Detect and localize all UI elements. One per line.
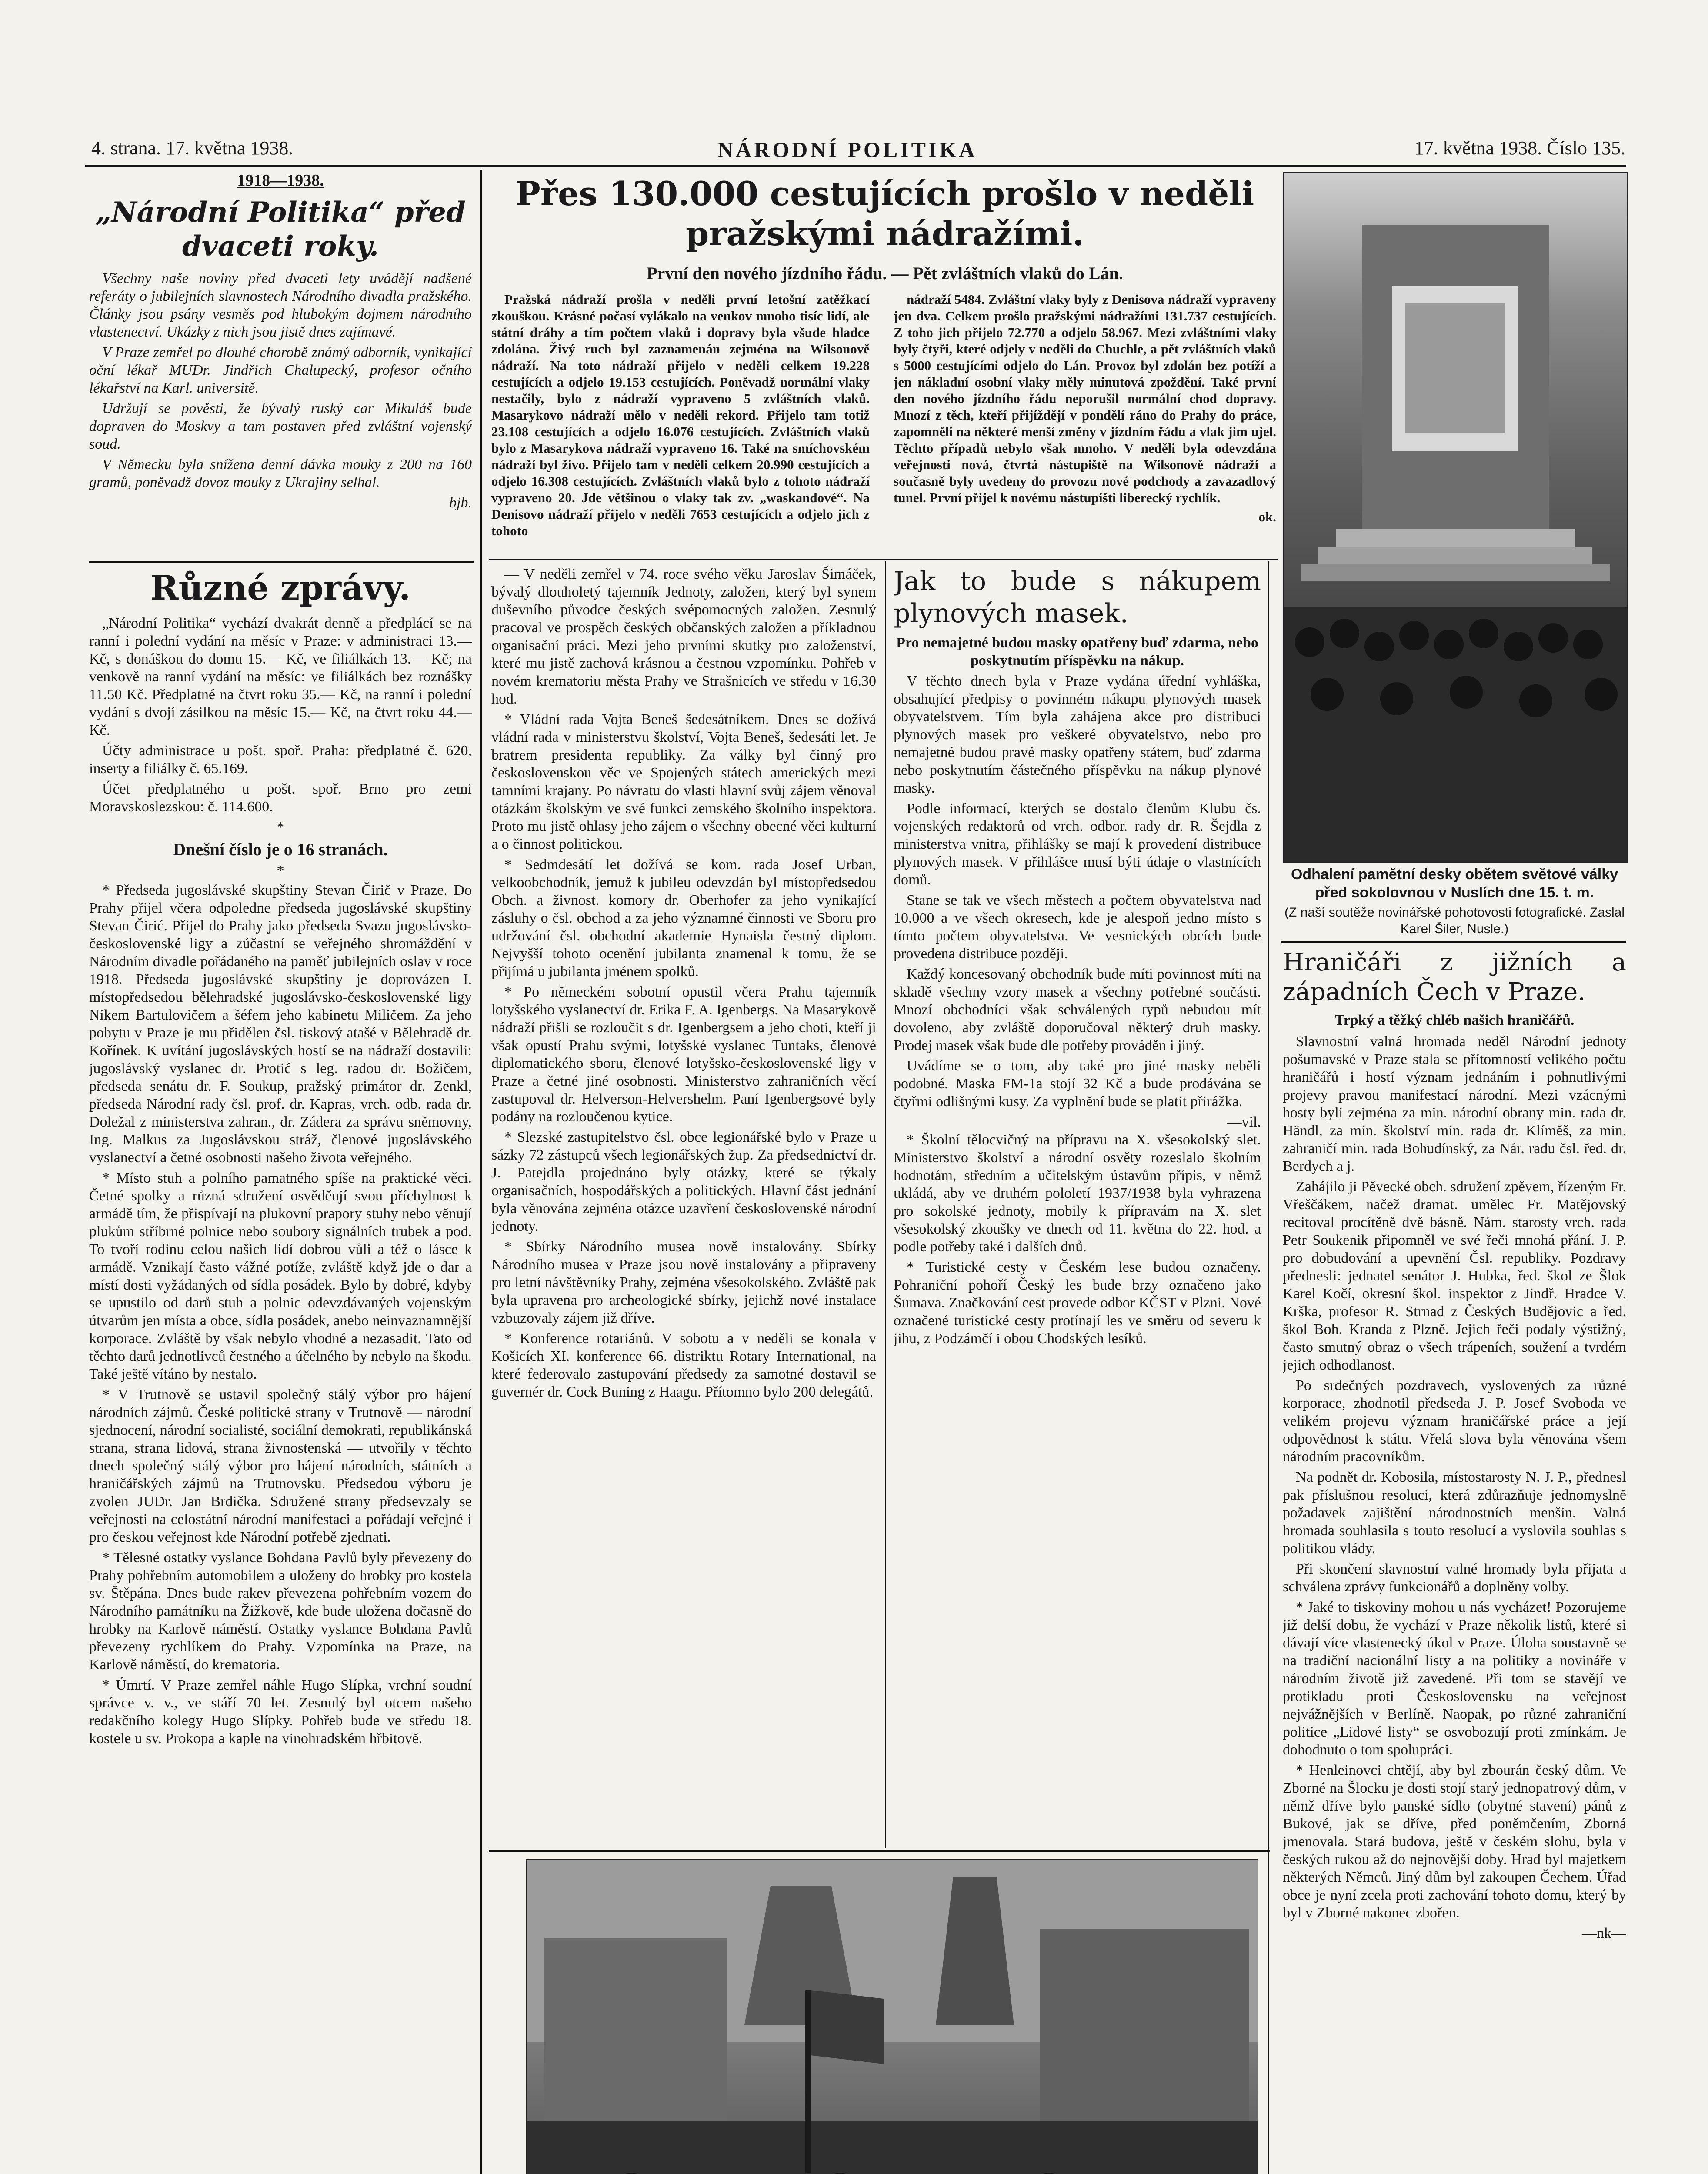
border-paragraph: Na podnět dr. Kobosila, místostarosty N. J. P., přednesl pak příslušnou resoluci, která zdůrazňuje jednomyslně požadavek zajištění národnostních menšin. Valná hromada souhlasila s touto resolucí a vyslovila souhlas s politikou vlády. <box>1283 1469 1626 1557</box>
gas-masks-lead: Pro nemajetné budou masky opatřeny buď zdarma, nebo poskytnutím příspěvku na nákup. <box>896 635 1258 669</box>
news-item: * Jaké to tiskoviny mohou u nás vycházet! Pozorujeme již delší dobu, že vychází v Praze několik listů, které si dávají více vlastenecký úkol v Praze. Úloha soustavně se na tradiční nacionální listy a na politiky a novináře v národním životě již zavedené. Při tom se stavějí ve protikladu proti Československu na veřejnost nejvážnějších v Berlíně. Naopak, po různé zahraniční politice „Lidové listy“ se osvobozují proti zmínkám. Je dohodnuto o tom spolupráci. <box>1283 1599 1626 1758</box>
anniversary-intro: Všechny naše noviny před dvaceti lety uvádějí nadšené referáty o jubilejních slavnostech Národního divadla pražského. Články jsou psány vesměs pod hlubokým dojmem národního vlastenectví. Ukázky z nich jsou jistě dnes zajímavé. <box>89 270 472 340</box>
news-item: * Sedmdesátí let dožívá se kom. rada Josef Urban, velkoobchodník, jemuž k jubileu odevzdán byl místopředsedou Obch. a živnost. komory dr. Oberhofer za jeho vynikající zásluhy o čsl. obchod a za jeho významné činnosti ve Sboru pro udržování čsl. obchodní akademie Hynaisla čestný diplom. Nejvyšší tohoto ocenění jubilanta znamenal k tomu, že se přijímá u jubilanta jménem spolků. <box>491 857 876 980</box>
memorial-photo-credit: (Z naší soutěže novinářské pohotovosti fotografické. Zaslal Karel Šiler, Nusle.) <box>1284 905 1625 936</box>
border-paragraph: Při skončení slavnostní valné hromady byla přijata a schválena zprávy funkcionářů a doplněny volby. <box>1283 1561 1626 1595</box>
divider-star: * <box>277 819 284 835</box>
header-rule <box>85 165 1626 167</box>
subscription-info: „Národní Politika“ vychází dvakrát denně a předplácí se na ranní i polední vydání na měsíc v Praze: v administraci 13.— Kč, s donáškou do domu 15.— Kč, ve filiálkách 13.— Kč; na venkově na ranní vydání na měsíc: ve filiálkách bez roznášky 11.50 Kč. Předplatné na čtvrt roku 35.— Kč, na ranní i polední vydání s dvojí zásilkou na měsíc 15.— Kč, na čtvrt roku 44.— Kč. <box>89 615 472 738</box>
border-people-title: Hraničáři z jižních a západních Čech v Praze. <box>1283 948 1626 1006</box>
anniversary-item: V Německu byla snížena denní dávka mouky z 200 na 160 gramů, poněvadž dovoz mouky z Ukrajiny selhal. <box>89 457 472 490</box>
memorial-photo <box>1283 172 1628 863</box>
chimney-sweeps-scene <box>527 1860 1258 2174</box>
headline-paragraph: Pražská nádraží prošla v neděli první letošní zatěžkací zkouškou. Krásné počasí vylákalo na venkov mnoho tisíc lidí, ale státní dráhy a tím počtem vlaků i dopravy byla všude hladce zdolána. Živý ruch byl zaznamenán zejména na Wilsonově nádraží. Na toto nádraží přijelo v neděli celkem 19.228 cestujících a odjelo 19.153 cestujících. Poněvadž normální vlaky nestačily, bylo z nádraží vypraveno 5 zvláštních vlaků. Masarykovo nádraží mělo v neděli rekord. Přijelo tam totiž 23.108 cestujících a odjelo 16.076 cestujících. Zvláštních vlaků bylo z Masarykova nádraží vypraveno 16. Také na smíchovském nádraží byl živo. Přijelo tam v neděli celkem 20.990 cestujících a odjelo 16.308 cestujících. Zvláštních vlaků bylo z tohoto nádraží vypraveno 20. Jde většinou o vlaky tak zv. „waskandové“. Na Denisovo nádraží přijelo v neděli 7653 cestujících a odjelo jich z tohoto <box>491 292 870 538</box>
accounts-info: Účet předplatného u pošt. spoř. Brno pro zemi Moravskoslezskou: č. 114.600. <box>89 781 472 815</box>
news-item: * Sbírky Národního musea nově instalovány. Sbírky Národního musea v Praze jsou nově instalovány a připraveny pro letní návštěvníky Prahy, zejména všesokolského. Zvláště pak byla upravena pro archeologické sbírky, jejichž nové instalace vzbuzovaly zájem již dříve. <box>491 1239 876 1326</box>
news-item: * Vládní rada Vojta Beneš šedesátníkem. Dnes se dožívá vládní rada v ministerstvu školství, Vojta Beneš, šedesáti let. Je bratrem presidenta republiky. Za války byl činný pro československou věc ve Spojených státech amerických mezi tamními krajany. Po návratu do vlasti hlavní svůj zájem věnoval otázkám školským ve své funkci zemského školního inspektora. Proto mu jistě ohlasy jeho zájem o všechny obecné věci kulturní a o činnost politickou. <box>491 711 876 852</box>
news-column-2 <box>491 565 876 1848</box>
headline-title: Přes 130.000 cestujících prošlo v neděli pražskými nádražími. <box>515 174 1254 253</box>
news-item: * Konference rotariánů. V sobotu a v neděli se konala v Košicích XI. konference 66. distriktu Rotary International, na které federovalo zastupování předsedy za samotné dostavil se guvernér dr. Cock Buning z Haagu. Přítomno bylo 200 delegátů. <box>491 1330 876 1400</box>
news-item: * Úmrtí. V Praze zemřel náhle Hugo Slípka, vrchní soudní správce v. v., ve stáří 70 let. Zesnulý byl otcem našeho redakčního kolegy Hugo Slípky. Pohřeb bude ve středu 18. kostele u sv. Prokopa a kaple na vinohradském hřbitově. <box>89 1677 472 1747</box>
headline-body-right <box>894 291 1276 552</box>
border-people-subtitle: Trpký a těžký chléb našich hraničářů. <box>1334 1012 1575 1028</box>
gas-masks-paragraph: Uvádíme se o tom, aby také pro jiné masky neběli podobné. Maska FM-1a stojí 32 Kč a bude prodávána se čtyřmi odlišnými kusy. Za vyplnění bude se platit přirážka. <box>894 1058 1261 1110</box>
news-item: — V neděli zemřel v 74. roce svého věku Jaroslav Šimáček, bývalý dlouholetý tajemník Jednoty, založen, který byl synem duševního původce českých svépomocných založen. Zesnulý pracoval ve prospěch českých občanských založen a příkladnou organisační práci. Mezi jeho prvními skutky pro založenství, které mu jistě zachová krásnou a čestnou vzpomínku. Pohřeb v novém krematoriu města Prahy ve Strašnicích ve středu v 16.30 hod. <box>491 566 876 707</box>
border-paragraph: Zahájilo ji Pěvecké obch. sdružení zpěvem, řízeným Fr. Vřeščákem, načež dramat. umělec Fr. Matějovský recitoval procítěně dvě básně. Nám. starosty vrch. rada Petr Soukenik připomněl ve své řeči mnohá přání. J. P. pro dobudování a upevnění Čsl. republiky. Pozdravy přednesli: jednatel senátor J. Hubka, řed. škol ze Šlok Karel Kočí, okresní škol. inspektor z Jindř. Hradce V. Krška, profesor R. Strnad z Českých Budějovic a řed. škol Boh. Kranda z Plzně. Jejich řeči podaly výstižný, často smutný obraz o všech trápeních, soužení a tvrdém jejich odhodlanost. <box>1283 1179 1626 1373</box>
gas-masks-paragraph: V těchto dnech byla v Praze vydána úřední vyhláška, obsahující předpisy o povinném nákupu plynových masek obyvatelstvem. Tím byla zahájena akce pro distribuci plynových masek pro veškeré obyvatelstvo, nebo pro nemajetné budou pravé masky opatřeny státem, buď zdarma nebo poskytnutím částečného příspěvku na nákup plynové masky. <box>894 673 1261 796</box>
memorial-photo-caption: Odhalení pamětní desky obětem světové války před sokolovnou v Nuslích dne 15. t. m. <box>1291 866 1618 901</box>
chimney-sweeps-photo <box>526 1859 1258 2174</box>
gas-masks-paragraph: Podle informací, kterých se dostalo členům Klubu čs. vojenských redaktorů od vrch. odbor. rady dr. R. Šejdla z ministerstva vnitra, přihlášky se mají k provedení distribuce plynových masek. V přihlášce musí býti údaje o vlastnících domů. <box>894 800 1261 888</box>
anniversary-section <box>89 172 472 607</box>
headline-signature: ok. <box>1258 509 1276 524</box>
page-info-left: 4. strana. 17. května 1938. <box>91 137 294 159</box>
pages-count: Dnešní číslo je o 16 stranách. <box>173 840 388 859</box>
border-people-section <box>1283 948 1626 2174</box>
divider-star: * <box>277 863 284 879</box>
section-rule <box>89 561 474 563</box>
news-item: * V Trutnově se ustavil společný stálý výbor pro hájení národních zájmů. České politické strany v Trutnově — národní sjednocení, národní socialisté, sociální demokrati, republikánská strana, strana lidová, strana živnostenská — utvořily v těchto dnech společný stálý výbor pro hájení národních, státních a hraničářských zájmů na Trutnovsku. Předsedou výboru je zvolen JUDr. Jan Brdička. Sdružené strany předsevzaly se veřejnosti na celostátní národní manifestaci a pořádají veřejné i pro českou veřejnost kde Národní potřebě zjednati. <box>89 1387 472 1545</box>
gas-masks-paragraph: Každý koncesovaný obchodník bude míti povinnost míti na skladě všechny vzory masek a všechny potřebné součásti. Mnozí obchodníci však schválených typů nebudou mít dovoleno, aby zvláště doporučoval některý druh masky. Prodej masek však bude dle potřeby prováděn i jiný. <box>894 966 1261 1054</box>
accounts-info: Účty administrace u pošt. spoř. Praha: předplatné č. 620, inserty a filiálky č. 65.169. <box>89 743 472 777</box>
news-item: * Předseda jugoslávské skupštiny Stevan Čirič v Praze. Do Prahy přijel včera odpoledne předseda jugoslávské skupštiny Stevan Čirić. Přijel do Prahy jako předseda Svazu jugoslávsko-československé ligy a zúčastní se veřejného shromáždění v Národním divadle pořádaného na paměť jubilejních oslav v roce 1918. Předseda jugoslávské skupštiny je doprovázen I. místopředsedou bělehradské jugoslávsko-československé ligy Nikem Bartulovičem a šéfem jeho kabinetu Miličem. Za jeho pobytu v Praze je mu přidělen čsl. tiskový atašé v Bělehradě dr. Kořínek. K uvítání jugoslávských hostí se na nádraží dostavili: jugoslávský vyslanec dr. Protić s leg. radou dr. Božičem, předseda senátu dr. F. Soukup, pražský primátor dr. Zenkl, předseda Národní rady čsl. prof. dr. Kapras, vrch. odb. rada dr. Doležal z ministerstva zahran., dr. Zádera za správu sněmovny, Ing. Malkus za Jugoslávskou stráž, členové jugoslávského vyslanectví a četné osobnosti našeho života veřejného. <box>89 882 472 1166</box>
misc-news-title: Různé zprávy. <box>150 568 411 608</box>
headline-subtitle: První den nového jízdního řádu. — Pět zvláštních vlaků do Lán. <box>647 263 1123 283</box>
gas-masks-paragraph: Stane se tak ve všech městech a počtem obyvatelstva nad 10.000 a ve všech okresech, kde je alespoň jedno místo s tímto počtem obyvatelstva. Ve vesnických obcích bude provedena distribuce později. <box>894 892 1261 962</box>
headline-body-left <box>491 291 870 552</box>
gas-masks-title: Jak to bude s nákupem plynových masek. <box>894 566 1261 629</box>
border-paragraph: Slavnostní valná hromada neděl Národní jednoty pošumavské v Praze stala se přítomností velikého počtu hraničářů i hostí význam jednáním i pohnutlivými projevy pravou manifestací národní. Mezi vzácnými hosty byli zejména za min. národní obrany min. rada dr. Händl, za min. školství min. rada dr. Klíměš, za min. zahraničí min. rada Bohudínský, za Nár. radu čsl. řed. dr. Berdych a j. <box>1283 1034 1626 1174</box>
page-info-right: 17. května 1938. Číslo 135. <box>1414 137 1625 159</box>
headline-paragraph: nádraží 5484. Zvláštní vlaky byly z Denisova nádraží vypraveny jen dva. Celkem prošlo pražskými nádražími 131.737 cestujících. Z toho jich přijelo 72.770 a odjelo 58.967. Mezi zvláštními vlaky byly čtyři, které odjely v neděli do Chuchle, a pět zvláštních vlaků s 5000 cestujícími odjelo do Lán. Provoz byl zdolán bez potíží a jen nákladní osobní vlaky měly minutová zpoždění. Také první den nového jízdního řádu neporušil normální chod dopravy. Mnozí z těch, kteří přijíždějí v pondělí ráno do Prahy do práce, zapomněli na některé menší změny v jízdním řádu a vlak jim ujel. Těchto případů nebylo však mnoho. V neděli byla odevzdána veřejnosti nová, čtvrtá nástupiště na Wilsonově nádraží a současně byly uvedeny do provozu nové podchody a zavazadlový tunel. První přijel k novému nástupišti liberecký rychlík. <box>894 292 1276 505</box>
anniversary-item: V Praze zemřel po dlouhé chorobě známý odborník, vynikající oční lékař MUDr. Jindřich Chalupecký, profesor očního lékařství na Karl. universitě. <box>89 344 472 396</box>
section-rule <box>489 1850 1270 1852</box>
anniversary-title: „Národní Politika“ před dvaceti roky. <box>95 196 466 263</box>
border-paragraph: Po srdečných pozdravech, vyslovených za různé korporace, zhodnotil předseda J. P. Josef Svoboda ve velikém projevu význam hraničářské práce a její odpovědnost k státu. Vřelá slova byla věnována všem národním pracovníkům. <box>1283 1377 1626 1465</box>
gas-masks-section <box>894 565 1261 1848</box>
column-rule-3 <box>1268 561 1269 2174</box>
news-item: * Turistické cesty v Českém lese budou označeny. Pohraniční pohoří Český les bude brzy označeno jako Šumava. Značkování cest provede odbor KČST v Plzni. Nové označené turistické cesty protínají les ve směru od severu k jihu, z Podzámčí i obou Chodských lesíků. <box>894 1259 1261 1347</box>
column-rule-2 <box>885 561 886 1848</box>
anniversary-signature: bjb. <box>449 495 472 511</box>
news-item: * Henleinovci chtějí, aby byl zbourán český dům. Ve Zborné na Šlocku je dosti stojí starý jednopatrový dům, v němž dříve bylo panské sídlo (obytné stavení) pánů z Bukové, jak se dříve, před poněmčením, Zborná jmenovala. Stará budova, ještě v českém slohu, byla v českých rukou až do nejnovější doby. Hrad byl majetkem některých Němců. Jiný dům byl zakoupen Čechem. Úřad obce je nyní zcela proti zachování tohoto domu, který by byl v Zborné nakonec zbořen. <box>1283 1762 1626 1921</box>
news-item: * Školní tělocvičný na přípravu na X. všesokolský slet. Ministerstvo školství a národní osvěty rozeslalo školním hodnotám, středním a učitelským ústavům přípis, v němž ukládá, aby ve druhém pololetí 1937/1938 byla vyhrazena pro sokolské jednoty, mobily k přípravám na X. slet všesokolský zkoušky ve dnech od 11. května do 22. hod. a podle potřeby také i dalších dnů. <box>894 1132 1261 1255</box>
news-item: * Slezské zastupitelstvo čsl. obce legionářské bylo v Praze u sázky 72 zástupců všech legionářských žup. Za předsednictví dr. J. Patejdla projednáno byly otázky, které se týkaly organisačních, hospodářských a politických. Hlavní část jednání byla věnována zejména otázce uzavření československé národní jednoty. <box>491 1129 876 1234</box>
section-rule <box>1281 941 1626 943</box>
anniversary-dates: 1918—1938. <box>237 172 324 190</box>
news-item: * Po německém sobotní opustil včera Prahu tajemník lotyšského vyslanectví dr. Erika F. A. Igenbergs. Na Masarykově nádraží přišli se rozloučit s dr. Igenbergsem a jeho choti, kteří ji však opustí Prahu svými, lotyšské vyslanec Tuntaks, členové diplomatického sboru, členové lotyšsko-československé ligy v Praze a četné jiné osobnosti. Ministerstvo zahraničních věcí zastupoval dr. Helverson-Helvershelm. Paní Igenbergsové byly podány na rozloučenou kytice. <box>491 984 876 1125</box>
memorial-photo-scene <box>1284 173 1627 862</box>
border-signature: —nk— <box>1582 1925 1626 1941</box>
anniversary-item: Udržují se pověsti, že bývalý ruský car Mikuláš bude dopraven do Moskvy a tam postaven před zvláštní vojenský soud. <box>89 400 472 452</box>
misc-news-section <box>89 567 472 2174</box>
column-rule-1 <box>480 170 482 2174</box>
gas-masks-signature: —vil. <box>1227 1114 1261 1130</box>
news-item: * Tělesné ostatky vyslance Bohdana Pavlů byly převezeny do Prahy pohřebním automobilem a uloženy do hrobky pro kostela sv. Štěpána. Dnes bude rakev převezena pohřebním vozem do Národního památníku na Žižkově, kde bude uložena dočasně do hrobky na Karlově náměstí. Ostatky vyslance Bohdana Pavlů převezeny rychlíkem do Prahy. Vzpomínka na Praze, na Karlově náměstí, do krematoria. <box>89 1550 472 1673</box>
news-item: * Místo stuh a polního pamatného spíše na praktické věci. Četné spolky a různá sdružení osvědčují svou příchylnost k armádě tím, že přispívají na plukovní prapory stuhy nebo věnují plukům stříbrné polnice nebo soubory signálních trubek a pod. To tvoří rodinu celou našich lidí dobrou vůli a též o lásce k armádě. Vznikají často vážné potíže, zvláště když jde o dar a místí dosti vyžádaných od sídla posádek. Bylo by dobré, kdyby se upustilo od darů stuh a polnic odevzdávaných vojenským útvarům jen místa a obce, sídla posádek, anebo neinvaznamnější korporace. Zvláště by však nebylo vhodné a nezasadit. Tato od těchto darů jednotlivců čestného a účelného by nebylo na škodu. Také ještě vítáno by nestalo. <box>89 1170 472 1382</box>
masthead: NÁRODNÍ POLITIKA <box>717 137 977 162</box>
section-rule <box>489 559 1278 560</box>
